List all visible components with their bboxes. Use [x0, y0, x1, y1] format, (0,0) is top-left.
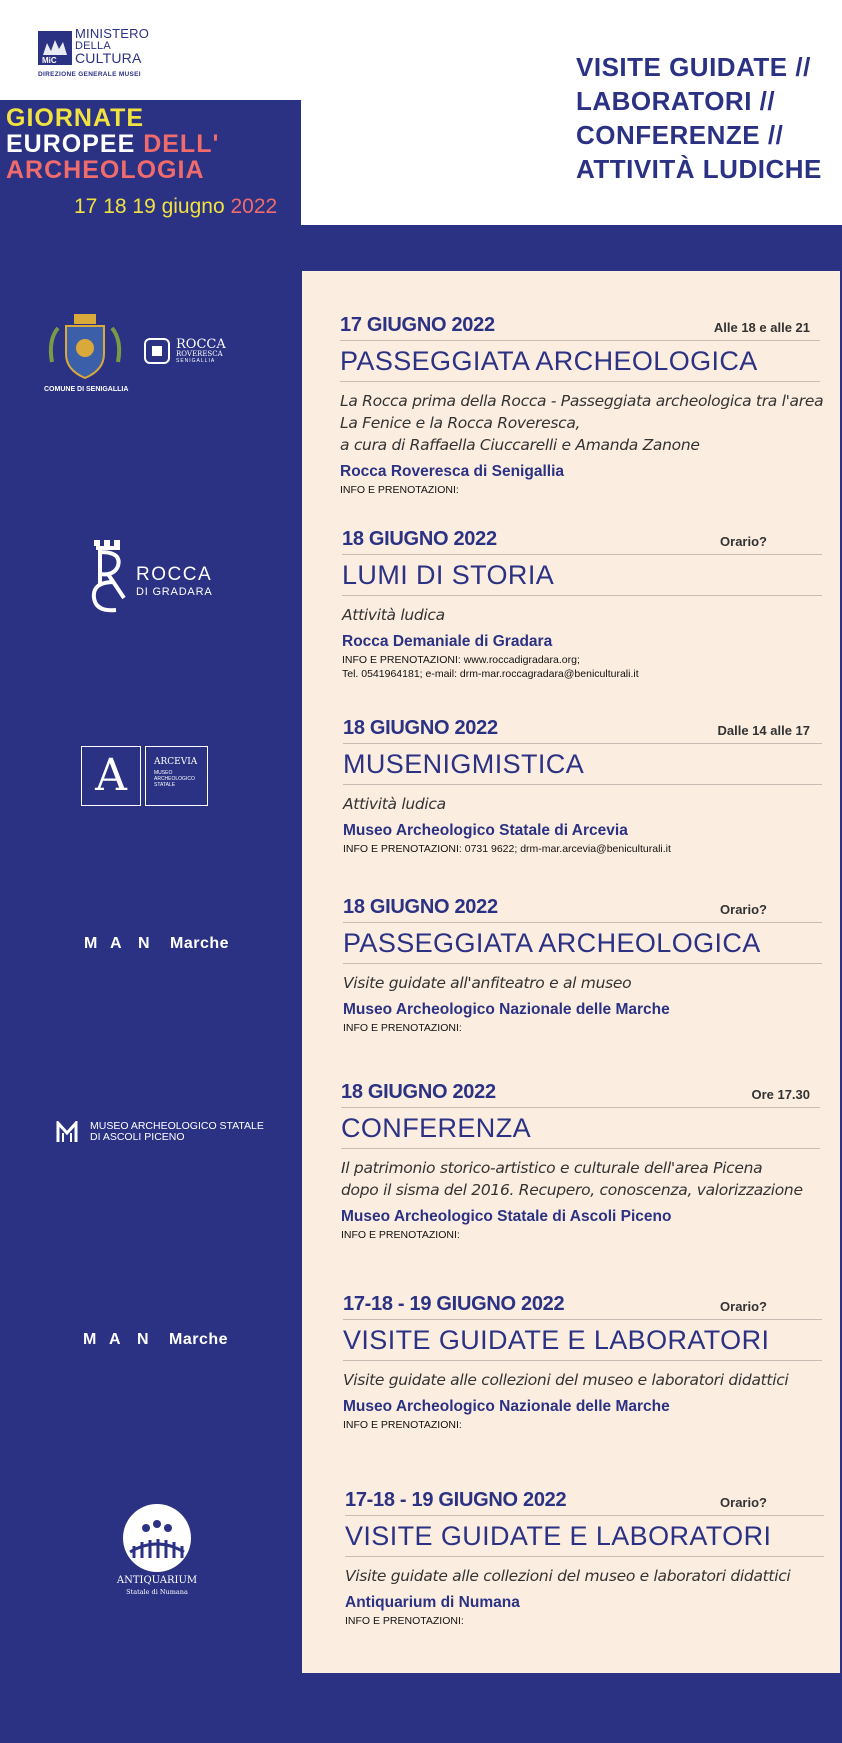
event-title: VISITE GUIDATE E LABORATORI [345, 1516, 824, 1557]
event-description: Attività ludica [343, 795, 446, 813]
headline-line: CONFERENZE // [576, 120, 784, 150]
event-description: Visite guidate alle collezioni del museo e laboratori didattici [343, 1371, 789, 1389]
ministry-logo [38, 28, 148, 80]
event-card [342, 528, 822, 681]
event-info: INFO E PRENOTAZIONI: [341, 1229, 460, 1241]
headline-line: VISITE GUIDATE // [576, 52, 811, 82]
senigallia-crest-icon [44, 310, 126, 386]
headline [576, 50, 836, 186]
event-time: Orario? [720, 1299, 767, 1314]
event-venue: Rocca Demaniale di Gradara [342, 633, 553, 650]
event-time: Orario? [720, 1495, 767, 1510]
event-logo-line-3: ARCHEOLOGIA [6, 156, 205, 184]
event-title: CONFERENZA [341, 1108, 820, 1149]
event-title: VISITE GUIDATE E LABORATORI [343, 1320, 822, 1361]
event-venue: Museo Archeologico Nazionale delle Marche [343, 1398, 670, 1415]
ministry-subtitle: DIREZIONE GENERALE MUSEI [38, 71, 141, 78]
event-time: Alle 18 e alle 21 [713, 320, 810, 335]
senigallia-logo [44, 310, 129, 398]
event-date: 18 GIUGNO 2022 [341, 1081, 496, 1103]
event-title: PASSEGGIATA ARCHEOLOGICA [343, 923, 822, 964]
event-card [343, 896, 822, 1035]
ascoli-mark-icon [56, 1121, 78, 1143]
event-date: 18 GIUGNO 2022 [343, 896, 498, 918]
event-venue: Museo Archeologico Statale di Ascoli Piceno [341, 1208, 672, 1225]
event-info: INFO E PRENOTAZIONI: 0731 9622; drm-mar.arcevia@beniculturali.it [343, 843, 671, 855]
rocca-gradara-monogram-icon [86, 538, 134, 614]
event-description: Visite guidate alle collezioni del museo e laboratori didattici [345, 1567, 791, 1585]
ministry-name: MINISTERO DELLA CULTURA [75, 26, 150, 66]
senigallia-label: COMUNE DI SENIGALLIA [44, 386, 129, 393]
event-date: 17 GIUGNO 2022 [340, 314, 495, 336]
rocca-gradara-logo: ROCCA DI GRADARA [86, 538, 226, 614]
event-info: INFO E PRENOTAZIONI: www.roccadigradara.org; Tel. 0541964181; e-mail: drm-mar.roccagradara@beniculturali.it [342, 654, 639, 680]
event-description: Attività ludica [342, 606, 445, 624]
event-time: Orario? [720, 902, 767, 917]
event-date: 18 GIUGNO 2022 [343, 717, 498, 739]
event-venue: Museo Archeologico Statale di Arcevia [343, 822, 628, 839]
event-info: INFO E PRENOTAZIONI: [343, 1022, 462, 1034]
event-logo [0, 100, 301, 225]
man-marche-logo: M A N Marche [84, 935, 230, 952]
event-description: La Rocca prima della Rocca - Passeggiata archeologica tra l'area La Fenice e la Rocca Roveresca, a cura di Raffaella Ciuccarelli e Amanda Zanone [340, 392, 824, 454]
event-card [341, 1081, 820, 1242]
event-date: 18 GIUGNO 2022 [342, 528, 497, 550]
header [0, 0, 842, 225]
svg-text:MiC: MiC [42, 56, 57, 65]
event-time: Orario? [720, 534, 767, 549]
man-marche-logo: M A N Marche [83, 1331, 229, 1348]
event-logo-dates: 17 18 19 giugno 2022 [74, 195, 278, 218]
event-info: INFO E PRENOTAZIONI: [343, 1419, 462, 1431]
headline-line: ATTIVITÀ LUDICHE [576, 154, 822, 184]
rocca-roveresca-logo: ROCCA ROVERESCA SENIGALLIA [144, 338, 234, 366]
event-logo-line-1: GIORNATE [6, 104, 145, 132]
event-info: INFO E PRENOTAZIONI: [345, 1615, 464, 1627]
event-time: Dalle 14 alle 17 [717, 723, 810, 738]
event-title: LUMI DI STORIA [342, 555, 822, 596]
event-date: 17-18 - 19 GIUGNO 2022 [345, 1489, 567, 1511]
event-card [340, 314, 824, 497]
antiquarium-logo: ANTIQUARIUM Statale di Numana [112, 1502, 202, 1598]
antiquarium-emblem-icon [112, 1502, 202, 1574]
event-venue: Museo Archeologico Nazionale delle Marche [343, 1001, 670, 1018]
event-description: Il patrimonio storico-artistico e culturale dell'area Picena dopo il sisma del 2016. Recupero, conoscenza, valorizzazione [341, 1159, 803, 1199]
event-info: INFO E PRENOTAZIONI: [340, 484, 459, 496]
event-venue: Antiquarium di Numana [345, 1594, 520, 1611]
event-venue: Rocca Roveresca di Senigallia [340, 463, 564, 480]
ascoli-logo: MUSEO ARCHEOLOGICO STATALE DI ASCOLI PICENO [56, 1120, 266, 1146]
arcevia-letter-icon: A [81, 746, 141, 806]
headline-line: LABORATORI // [576, 86, 776, 116]
event-title: MUSENIGMISTICA [343, 744, 822, 785]
rocca-roveresca-icon [144, 338, 170, 364]
event-time: Ore 17.30 [751, 1087, 810, 1102]
event-card [345, 1489, 824, 1628]
event-title: PASSEGGIATA ARCHEOLOGICA [340, 341, 820, 382]
event-description: Visite guidate all'anfiteatro e al museo [343, 974, 632, 992]
event-card [343, 1293, 822, 1432]
arcevia-logo: A ARCEVIA MUSEO ARCHEOLOGICO STATALE [81, 746, 209, 808]
mic-mark-icon [38, 31, 72, 65]
event-date: 17-18 - 19 GIUGNO 2022 [343, 1293, 565, 1315]
event-card [343, 717, 822, 856]
event-logo-line-2: EUROPEE DELL' [6, 130, 220, 158]
